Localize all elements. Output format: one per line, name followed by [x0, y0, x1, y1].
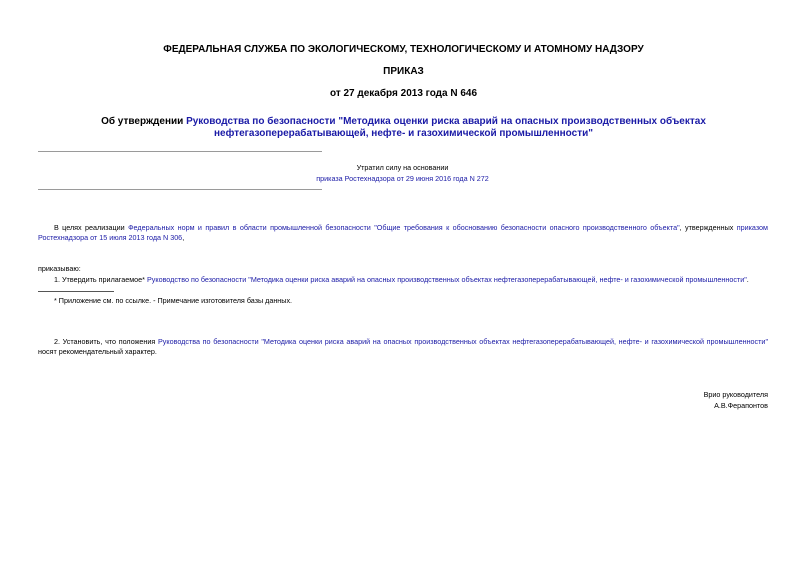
document-date: от 27 декабря 2013 года N 646 [329, 88, 478, 99]
title-link[interactable]: Руководства по безопасности "Методика оценки риска аварий на опасных производственных объектах нефтегазоперерабатывающей, нефте- и газохимической промышленности" [186, 116, 706, 139]
status-link[interactable]: приказа Ростехнадзора от 29 июня 2016 года N 272 [316, 174, 489, 183]
preamble-text-1: В целях реализации [54, 223, 129, 232]
divider-top [38, 151, 322, 152]
preamble-link-order[interactable]: приказом Ростехнадзора от 15 июля 2013 года N 306 [38, 223, 768, 242]
item-2-end: носят рекомендательный характер. [38, 347, 157, 356]
order-word: приказываю: [38, 264, 81, 273]
document-title [40, 116, 767, 140]
item-2-text: 2. Установить, что положения [54, 337, 158, 346]
preamble-text-3: , [182, 233, 185, 242]
item-1-text: 1. Утвердить прилагаемое* [54, 275, 147, 284]
footnote: * Приложение см. по ссылке. - Примечание изготовителя базы данных. [54, 296, 293, 305]
agency-name: ФЕДЕРАЛЬНАЯ СЛУЖБА ПО ЭКОЛОГИЧЕСКОМУ, ТЕХНОЛОГИЧЕСКОМУ И АТОМНОМУ НАДЗОРУ [163, 44, 644, 55]
title-prefix: Об утверждении [101, 116, 187, 127]
status-line: Утратил силу на основании [356, 163, 449, 172]
item-1 [54, 275, 768, 285]
divider-bottom [38, 189, 322, 190]
item-1-end: . [746, 275, 749, 284]
signature-name: А.В.Ферапонтов [714, 401, 768, 410]
preamble-text-2: , утвержденных [679, 223, 737, 232]
footnote-rule [38, 291, 114, 292]
item-2-link[interactable]: Руководства по безопасности "Методика оценки риска аварий на опасных производственных объектах нефтегазоперерабатывающей, нефте- и газохимической промышленности" [157, 337, 769, 346]
signature-role: Врио руководителя [703, 390, 768, 399]
item-1-link[interactable]: Руководство по безопасности "Методика оценки риска аварий на опасных производственных объектах нефтегазоперерабатывающей, нефте- и газохимической промышленности" [146, 275, 747, 284]
preamble-link-rules[interactable]: Федеральных норм и правил в области промышленной безопасности "Общие требования к обоснованию безопасности опасного производственного объекта" [128, 223, 680, 232]
item-2 [38, 337, 768, 357]
preamble-paragraph [38, 223, 768, 243]
document-type: ПРИКАЗ [383, 66, 424, 77]
